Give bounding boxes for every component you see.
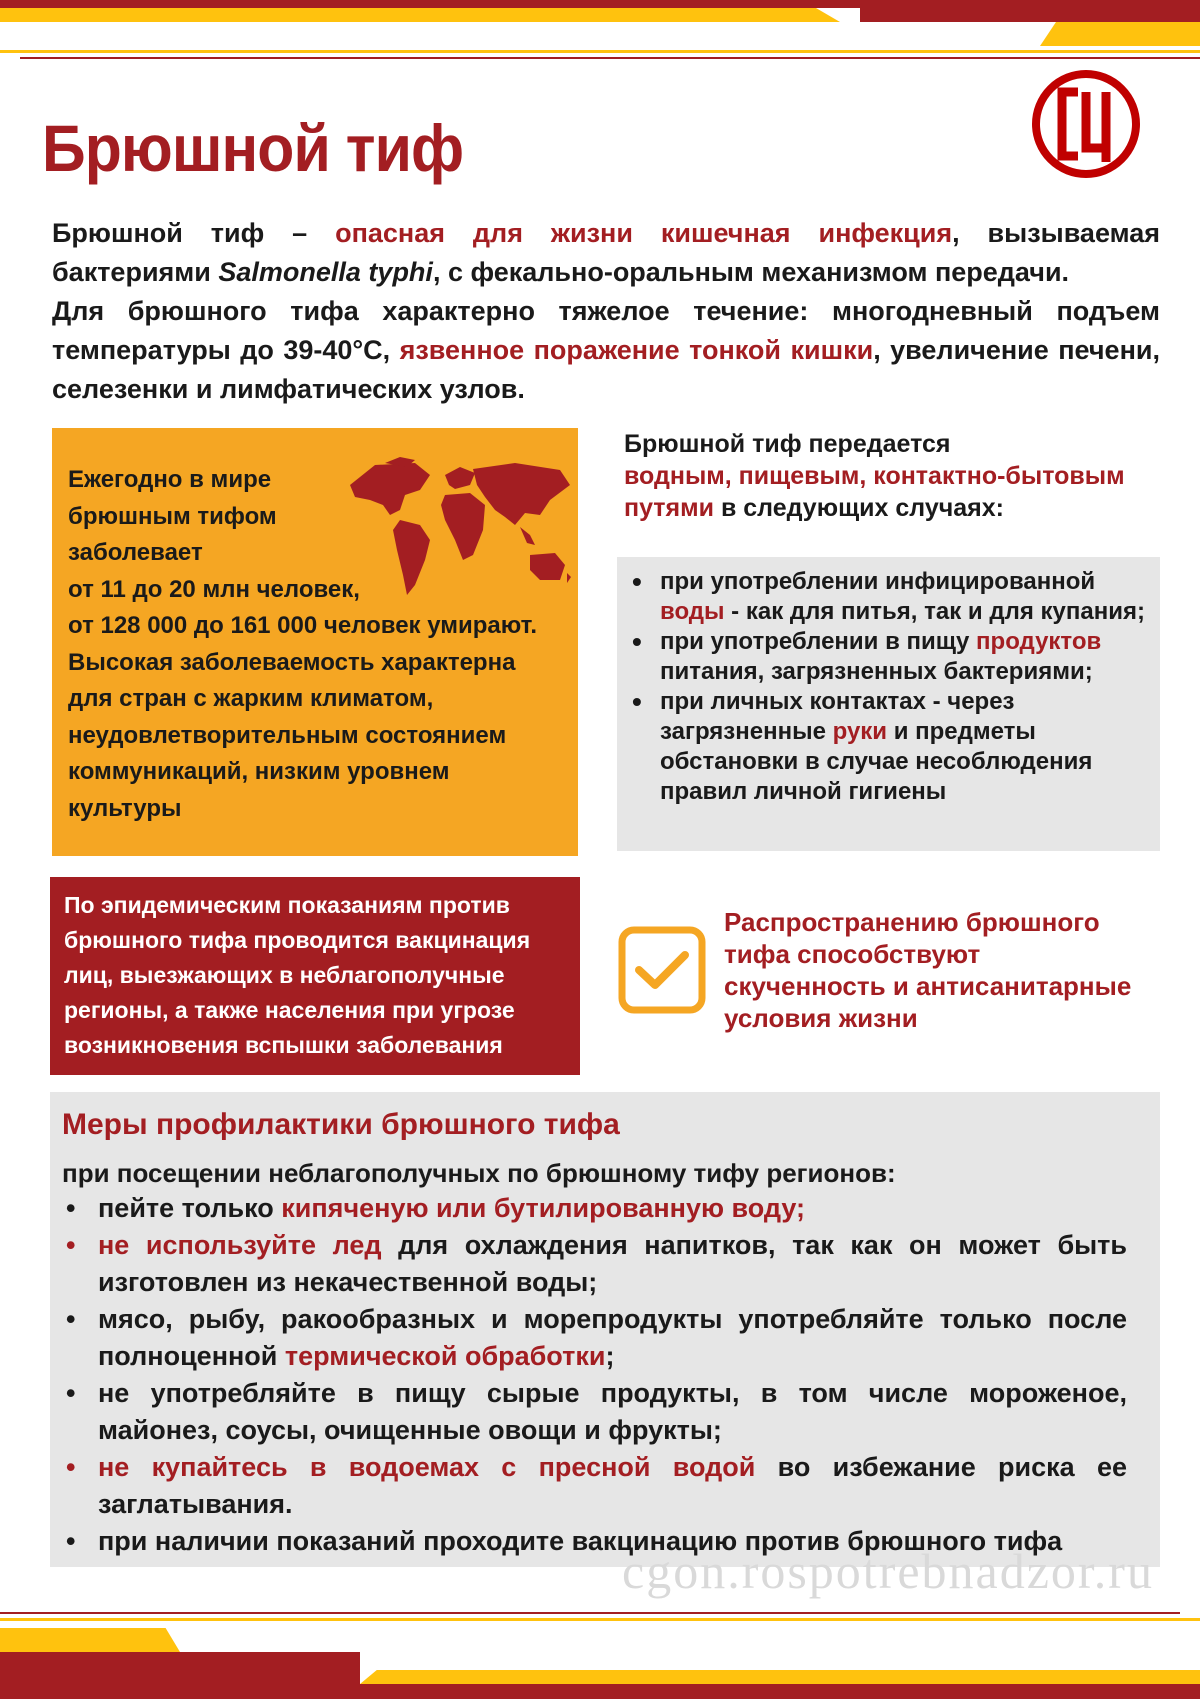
prevention-item-segment: кипяченую или бутилированную воду; <box>281 1193 806 1223</box>
stats-line: заболевает <box>68 539 203 566</box>
list-item <box>630 567 1155 627</box>
spread-line: Распространению брюшного <box>724 907 1100 937</box>
list-item <box>62 1190 1127 1227</box>
stats-line: для стран с жарким климатом, <box>68 685 434 712</box>
prevention-item-segment: не используйте лед <box>98 1230 382 1260</box>
transmission-heading-segment: в следующих случаях: <box>714 494 1004 522</box>
intro-segment: опасная для жизни кишечная инфекция <box>335 218 953 248</box>
transmission-case-segment: при употреблении в пищу <box>660 628 977 655</box>
transmission-heading-segment: водным, пищевым, контактно-бытовым <box>624 462 1125 490</box>
prevention-item-segment: во избежание риска ее заглатывания. <box>98 1452 1127 1519</box>
list-item <box>630 687 1155 807</box>
stats-line: коммуникаций, низким уровнем <box>68 758 450 785</box>
bottom-stripe-red-left <box>0 1652 360 1699</box>
intro-segment: Salmonella typhi <box>218 257 433 287</box>
intro-segment: язвенное поражение тонкой кишки <box>399 335 874 365</box>
prevention-item-segment: термической обработки <box>284 1341 606 1371</box>
transmission-heading-segment: путями <box>624 494 715 522</box>
list-item <box>62 1227 1127 1301</box>
page-title: Брюшной тиф <box>42 111 464 185</box>
bottom-thin-line-red <box>0 1612 1180 1614</box>
bottom-stripe-red <box>360 1684 1200 1699</box>
vaccination-line: брюшного тифа проводится вакцинация <box>64 927 531 953</box>
stats-line: от 11 до 20 млн человек, <box>68 575 360 603</box>
checkbox-check-icon <box>617 925 707 1015</box>
intro-paragraph-1 <box>52 214 1160 292</box>
list-item <box>630 627 1155 687</box>
top-thin-line-red <box>20 57 1200 59</box>
vaccination-line: возникновения вспышки заболевания <box>64 1032 503 1058</box>
vaccination-line: лиц, выезжающих в неблагополучные <box>64 962 505 988</box>
stats-line: брюшным тифом <box>68 502 277 530</box>
intro-segment: Брюшной тиф – <box>52 218 336 248</box>
prevention-title: Меры профилактики брюшного тифа <box>62 1108 620 1141</box>
transmission-case-segment: руки <box>832 718 888 745</box>
intro-segment: , увеличение печени, селезенки и лимфатических узлов. <box>52 335 1160 404</box>
spread-line: условия жизни <box>724 1003 918 1033</box>
prevention-list <box>62 1190 1127 1560</box>
spread-line: скученность и антисанитарные <box>724 971 1132 1001</box>
transmission-case-segment: воды <box>660 598 725 625</box>
bottom-thin-line <box>0 1618 1200 1621</box>
spread-factors-text <box>724 906 1154 1034</box>
intro-text <box>52 214 1160 409</box>
intro-segment: Для брюшного тифа характерно тяжелое течение: многодневный подъем температуры до 39-40°С, <box>52 296 1160 365</box>
stats-line: культуры <box>68 794 182 822</box>
vaccination-line: регионы, а также населения при угрозе <box>64 997 515 1023</box>
list-item <box>62 1301 1127 1375</box>
transmission-heading-segment: Брюшной тиф передается <box>624 430 951 458</box>
stats-line: неудовлетворительным состоянием <box>68 721 507 749</box>
intro-paragraph-2 <box>52 292 1160 409</box>
site-watermark: cgon.rospotrebnadzor.ru <box>622 1543 1154 1599</box>
prevention-item-segment: при наличии показаний проходите вакцинацию против брюшного тифа <box>98 1526 1063 1556</box>
transmission-case-segment: и предметы обстановки в случае несоблюдения правил личной гигиены <box>660 718 1093 805</box>
top-stripe-red-right <box>860 0 1200 22</box>
transmission-list <box>630 567 1155 807</box>
prevention-item-segment: ; <box>605 1341 615 1371</box>
transmission-heading <box>624 428 1164 524</box>
prevention-item-segment: мясо, рыбу, ракообразных и морепродукты употребляйте только после полноценной <box>98 1304 1127 1371</box>
list-item <box>62 1375 1127 1449</box>
vaccination-text <box>64 888 574 1063</box>
bottom-stripe-yellow-left <box>0 1628 180 1652</box>
transmission-case-segment: - как для питья, так и для купания; <box>724 598 1145 625</box>
top-thin-line <box>0 50 1200 53</box>
prevention-subtitle: при посещении неблагополучных по брюшному тифу регионов: <box>62 1158 896 1188</box>
transmission-case-segment: при личных контактах - через загрязненные <box>660 688 1015 745</box>
transmission-case-segment: при употреблении инфицированной <box>660 568 1096 595</box>
intro-segment: , вызываемая бактериями <box>52 218 1160 287</box>
stats-text <box>68 462 578 827</box>
list-item <box>62 1449 1127 1523</box>
top-stripe-yellow-right <box>1040 22 1200 46</box>
spread-line: тифа способствуют <box>724 939 981 969</box>
prevention-item-segment: не употребляйте в пищу сырые продукты, в том числе мороженое, майонез, соусы, очищенные овощи и фрукты; <box>98 1378 1127 1445</box>
stats-line: Ежегодно в мире <box>68 466 272 493</box>
bottom-stripe-yellow <box>360 1670 1200 1684</box>
prevention-item-segment: не купайтесь в водоемах с пресной водой <box>98 1452 756 1482</box>
stats-line: от 128 000 до 161 000 человек умирают. <box>68 612 537 639</box>
intro-segment: , с фекально-оральным механизмом передачи. <box>432 257 1070 287</box>
prevention-item-segment: пейте только <box>98 1193 282 1223</box>
vaccination-line: По эпидемическим показаниям против <box>64 892 510 918</box>
transmission-case-segment: питания, загрязненных бактериями; <box>660 658 1093 685</box>
cgon-logo-icon <box>1030 68 1142 180</box>
transmission-case-segment: продуктов <box>976 628 1102 655</box>
prevention-item-segment: для охлаждения напитков, так как он может быть изготовлен из некачественной воды; <box>98 1230 1127 1297</box>
stats-line: Высокая заболеваемость характерна <box>68 648 516 676</box>
